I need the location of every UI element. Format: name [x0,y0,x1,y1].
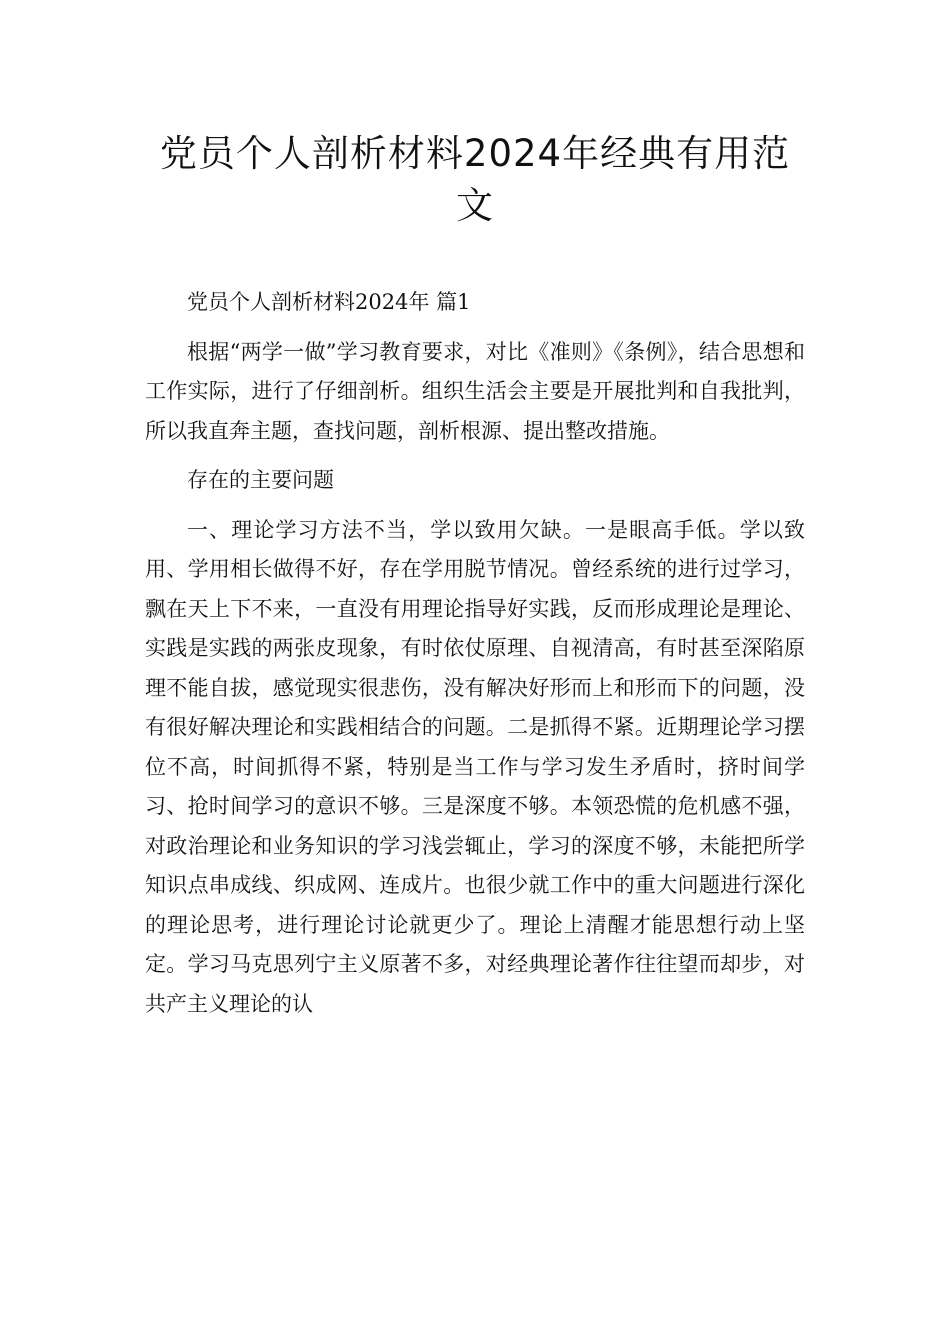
paragraph-intro: 根据“两学一做”学习教育要求，对比《准则》《条例》，结合思想和工作实际，进行了仔细剖析。组织生活会主要是开展批判和自我批判，所以我直奔主题，查找问题，剖析根源、提出整改措施。 [145,339,805,443]
document-body [145,283,805,1034]
document-title: 党员个人剖析材料2024年经典有用范文 [159,132,791,227]
section-heading: 党员个人剖析材料2024年 篇1 [187,290,471,314]
paragraph-problem-1: 一、理论学习方法不当，学以致用欠缺。一是眼高手低。学以致用、学用相长做得不好，存在学用脱节情况。曾经系统的进行过学习，飘在天上下不来，一直没有用理论指导好实践，反而形成理论是理论、实践是实践的两张皮现象，有时依仗原理、自视清高，有时甚至深陷原理不能自拔，感觉现实很悲伤，没有解决好形而上和形而下的问题，没有很好解决理论和实践相结合的问题。二是抓得不紧。近期理论学习摆位不高，时间抓得不紧，特别是当工作与学习发生矛盾时，挤时间学习、抢时间学习的意识不够。三是深度不够。本领恐慌的危机感不强，对政治理论和业务知识的学习浅尝辄止，学习的深度不够，未能把所学知识点串成线、织成网、连成片。也很少就工作中的重大问题进行深化的理论思考，进行理论讨论就更少了。理论上清醒才能思想行动上坚定。学习马克思列宁主义原著不多，对经典理论著作往往望而却步，对共产主义理论的认 [145,517,805,1016]
paragraph-subheading: 存在的主要问题 [187,468,334,492]
